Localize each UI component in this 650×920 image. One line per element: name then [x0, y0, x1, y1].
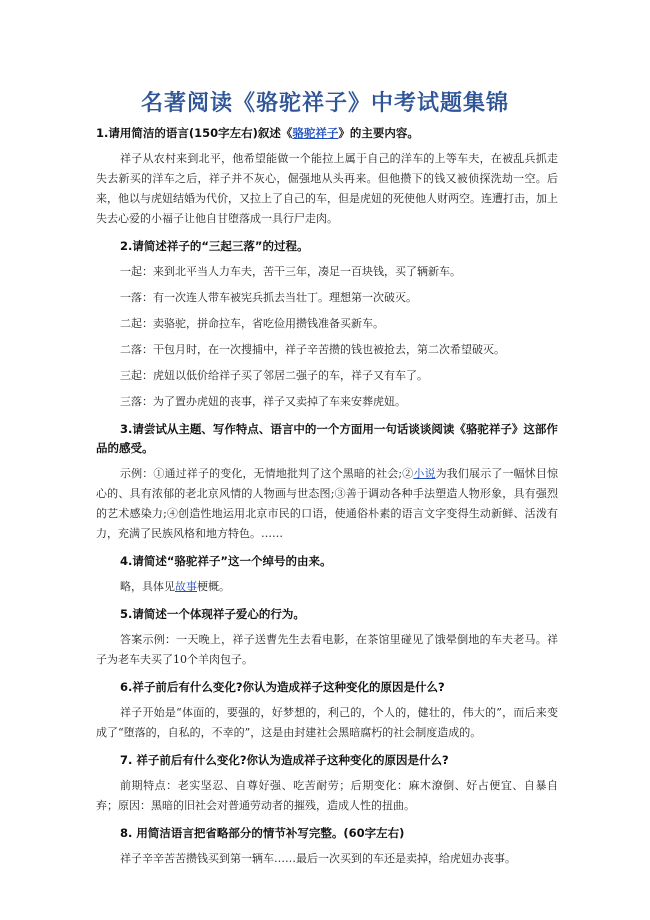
- answer-2-item: 一落：有一次连人带车被宪兵抓去当壮丁。理想第一次破灭。: [120, 291, 417, 304]
- answer-6: 祥子开始是“体面的，要强的，好梦想的，利己的，个人的，健壮的，伟大的”，而后来变成了“堕落的，自私的，不幸的”，这是由封建社会黑暗腐朽的社会制度造成的。: [96, 706, 558, 739]
- answer-7: 前期特点：老实坚忍、自尊好强、吃苦耐劳；后期变化：麻木潦倒、好占便宜、自暴自弃；原因：黑暗的旧社会对普通劳动者的摧残，造成人性的扭曲。: [96, 779, 558, 812]
- answer-2-item: 三落：为了置办虎妞的丧事，祥子又卖掉了车来安葬虎妞。: [120, 395, 406, 408]
- answer-4-prefix: 略，具体见: [120, 580, 175, 593]
- answer-2-item: 一起：来到北平当人力车夫，苦干三年，凑足一百块钱，买了辆新车。: [120, 265, 461, 278]
- answer-2-item: 二落：干包月时，在一次搜捕中，祥子辛苦攒的钱也被抢去，第二次希望破灭。: [120, 343, 505, 356]
- question-6: 6.祥子前后有什么变化?你认为造成祥子这种变化的原因是什么?: [120, 680, 445, 694]
- answer-5: 答案示例：一天晚上，祥子送曹先生去看电影，在茶馆里碰见了饿晕倒地的车夫老马。祥子为老车夫买了10个羊肉包子。: [96, 633, 558, 666]
- answer-1: 祥子从农村来到北平，他希望能做一个能拉上属于自己的洋车的上等车夫，在被乱兵抓走失去新买的洋车之后，祥子并不灰心，倔强地从头再来。但他攒下的钱又被侦探洗劫一空。后来，他以与虎妞结婚为代价，又拉上了自己的车，但是虎妞的死使他人财两空。连遭打击，加上失去心爱的小福子让他自甘堕落成一具行尸走肉。: [96, 152, 558, 225]
- question-4: 4.请简述“骆驼祥子”这一个绰号的由来。: [120, 554, 332, 568]
- answer-3-suffix: 为我们展示了一幅怵目惊心的、具有浓郁的老北京风情的人物画与世态图;③善于调动各种手法塑造人物形象，具有强烈的艺术感染力;④创造性地运用北京市民的口语，使通俗朴素的语言文字变得生动新鲜、活泼有力，充满了民族风格和地方特色。……: [96, 467, 559, 540]
- book-title-link[interactable]: 骆驼祥子: [292, 126, 339, 140]
- question-7: 7. 祥子前后有什么变化?你认为造成祥子这种变化的原因是什么?: [120, 753, 449, 767]
- answer-4: [96, 577, 558, 597]
- question-2: 2.请简述祥子的“三起三落”的过程。: [120, 239, 309, 253]
- question-1: [96, 124, 558, 143]
- answer-3: [96, 464, 558, 544]
- question-5: 5.请简述一个体现祥子爱心的行为。: [120, 607, 305, 621]
- question-1-suffix: 》的主要内容。: [338, 126, 419, 140]
- page-title: 名著阅读《骆驼祥子》中考试题集锦: [140, 91, 509, 116]
- novel-link[interactable]: 小说: [413, 467, 436, 480]
- question-8: 8. 用简洁语言把省略部分的情节补写完整。(60字左右): [120, 826, 405, 840]
- story-link[interactable]: 故事: [175, 580, 197, 593]
- answer-4-suffix: 梗概。: [197, 580, 230, 593]
- answer-8: 祥子辛辛苦苦攒钱买到第一辆车……最后一次买到的车还是卖掉，给虎妞办丧事。: [120, 852, 516, 865]
- document-body: [96, 124, 558, 869]
- answer-2-item: 三起：虎妞以低价给祥子买了邻居二强子的车，祥子又有车了。: [120, 369, 428, 382]
- answer-2-item: 二起：卖骆驼，拼命拉车，省吃俭用攒钱准备买新车。: [120, 317, 384, 330]
- question-3: 3.请尝试从主题、写作特点、语言中的一个方面用一句话谈谈阅读《骆驼祥子》这部作品的感受。: [96, 422, 558, 455]
- answer-3-prefix: 示例：①通过祥子的变化，无情地批判了这个黑暗的社会;②: [120, 467, 414, 480]
- question-1-prefix: 1.请用简洁的语言(150字左右)叙述《: [96, 126, 293, 140]
